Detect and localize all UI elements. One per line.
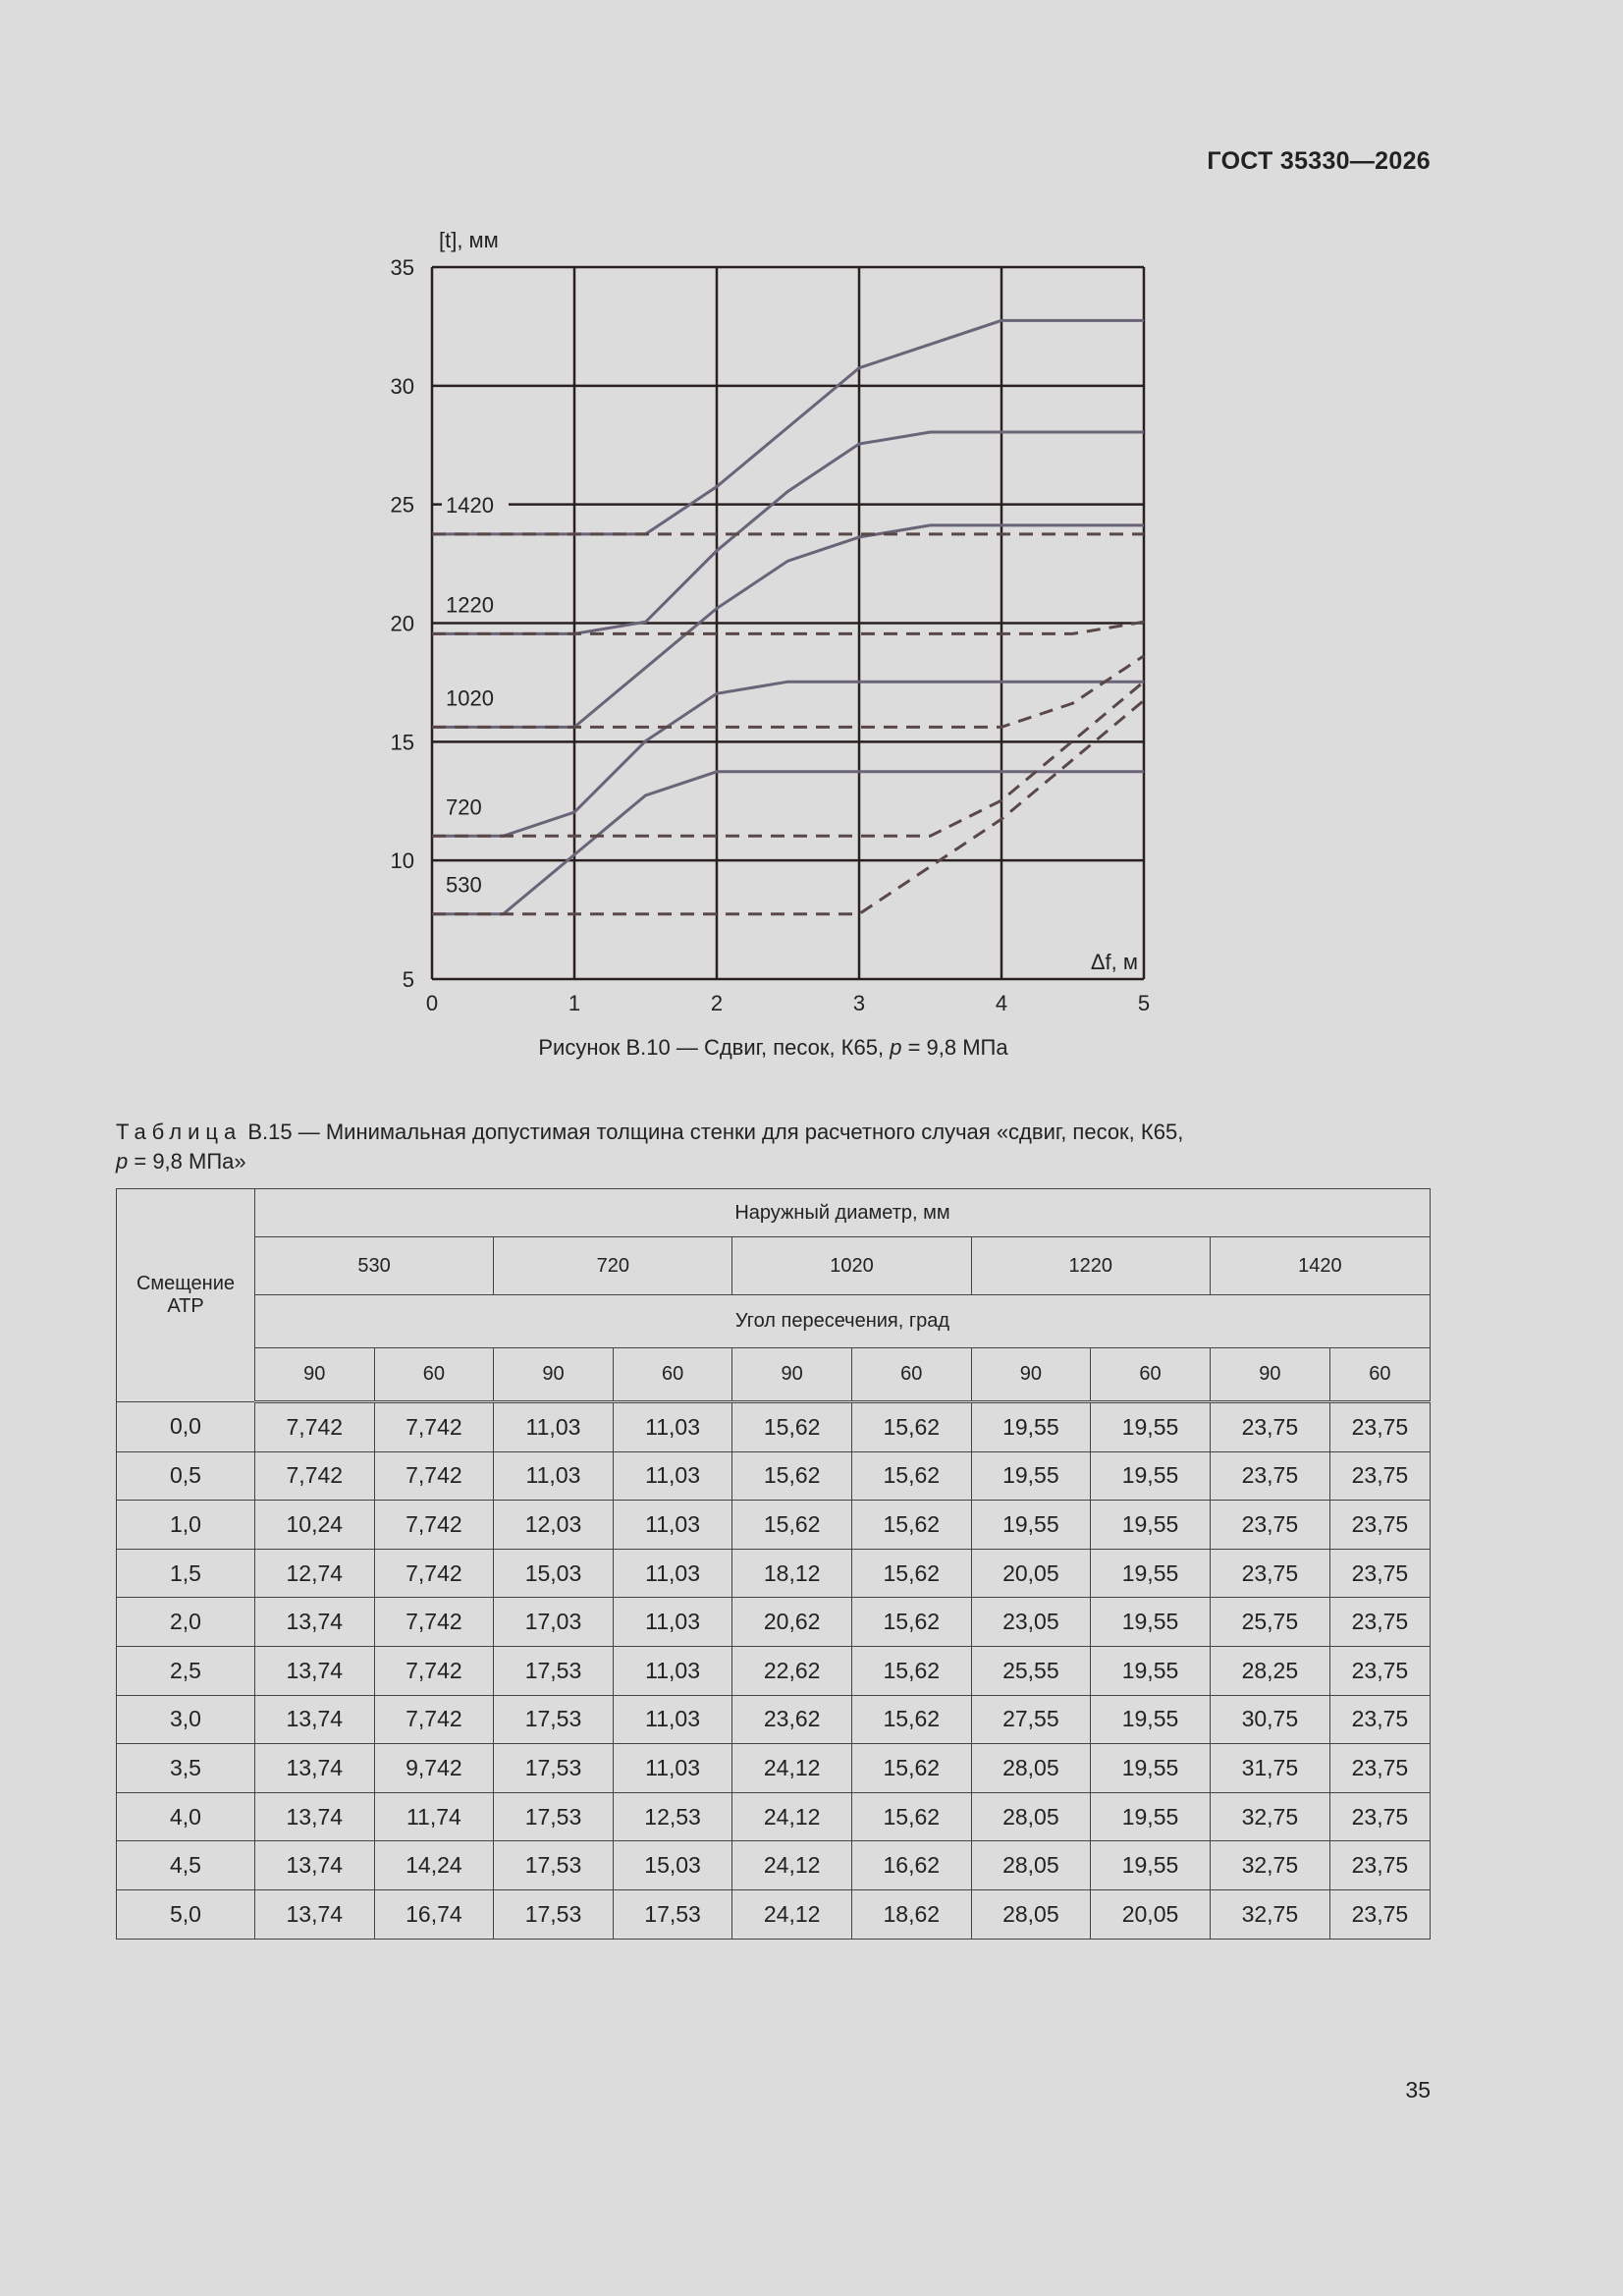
- table-row: [117, 1695, 1431, 1744]
- thickness-cell: 17,53: [494, 1695, 614, 1744]
- thickness-cell: 15,62: [851, 1744, 971, 1793]
- thickness-cell: 23,05: [971, 1598, 1091, 1647]
- angle-header-cell: 90: [732, 1348, 852, 1402]
- offset-cell: 3,5: [117, 1744, 255, 1793]
- series-line-1420-90: [432, 320, 1144, 534]
- thickness-cell: 19,55: [1091, 1695, 1211, 1744]
- offset-cell: 2,0: [117, 1598, 255, 1647]
- thickness-cell: 22,62: [732, 1646, 852, 1695]
- thickness-cell: 19,55: [971, 1451, 1091, 1501]
- x-tick-label: 4: [995, 991, 1008, 1015]
- series-label-530: 530: [446, 872, 482, 898]
- thickness-cell: 28,25: [1210, 1646, 1329, 1695]
- thickness-cell: 20,62: [732, 1598, 852, 1647]
- thickness-cell: 32,75: [1210, 1792, 1329, 1841]
- series-label-1020: 1020: [446, 685, 494, 711]
- thickness-cell: 7,742: [374, 1402, 494, 1452]
- offset-cell: 0,5: [117, 1451, 255, 1501]
- thickness-cell: 30,75: [1210, 1695, 1329, 1744]
- thickness-cell: 24,12: [732, 1744, 852, 1793]
- thickness-chart: [363, 216, 1178, 1021]
- thickness-cell: 24,12: [732, 1841, 852, 1890]
- thickness-cell: 7,742: [374, 1451, 494, 1501]
- thickness-cell: 32,75: [1210, 1841, 1329, 1890]
- thickness-cell: 19,55: [1091, 1549, 1211, 1598]
- series-line-720-90: [432, 682, 1144, 836]
- thickness-cell: 7,742: [255, 1402, 375, 1452]
- table-row: [117, 1646, 1431, 1695]
- y-tick-label: 10: [390, 848, 414, 874]
- thickness-cell: 31,75: [1210, 1744, 1329, 1793]
- thickness-cell: 23,75: [1329, 1744, 1430, 1793]
- thickness-cell: 7,742: [374, 1501, 494, 1550]
- thickness-cell: 23,75: [1329, 1549, 1430, 1598]
- thickness-cell: 13,74: [255, 1598, 375, 1647]
- diameter-header-cell: 1220: [971, 1237, 1210, 1295]
- thickness-cell: 7,742: [255, 1451, 375, 1501]
- offset-cell: 5,0: [117, 1889, 255, 1939]
- thickness-cell: 12,74: [255, 1549, 375, 1598]
- table-title: [116, 1118, 1430, 1176]
- thickness-cell: 15,62: [851, 1646, 971, 1695]
- thickness-cell: 7,742: [374, 1695, 494, 1744]
- thickness-cell: 23,75: [1329, 1646, 1430, 1695]
- angle-header-cell: 60: [1091, 1348, 1211, 1402]
- y-tick-label: 20: [390, 611, 414, 636]
- thickness-cell: 28,05: [971, 1841, 1091, 1890]
- thickness-cell: 25,75: [1210, 1598, 1329, 1647]
- thickness-cell: 11,03: [613, 1646, 732, 1695]
- series-label-720: 720: [446, 794, 482, 820]
- thickness-cell: 10,24: [255, 1501, 375, 1550]
- thickness-cell: 15,62: [851, 1549, 971, 1598]
- thickness-table: [116, 1188, 1431, 1940]
- offset-cell: 1,5: [117, 1549, 255, 1598]
- table-row: [117, 1792, 1431, 1841]
- thickness-cell: 20,05: [971, 1549, 1091, 1598]
- thickness-cell: 15,62: [732, 1451, 852, 1501]
- thickness-cell: 17,53: [494, 1646, 614, 1695]
- offset-cell: 0,0: [117, 1402, 255, 1452]
- thickness-cell: 23,62: [732, 1695, 852, 1744]
- offset-cell: 1,0: [117, 1501, 255, 1550]
- thickness-cell: 15,62: [851, 1501, 971, 1550]
- thickness-cell: 24,12: [732, 1889, 852, 1939]
- thickness-cell: 15,62: [851, 1695, 971, 1744]
- thickness-cell: 11,03: [494, 1402, 614, 1452]
- thickness-cell: 23,75: [1329, 1841, 1430, 1890]
- thickness-cell: 17,53: [613, 1889, 732, 1939]
- thickness-cell: 32,75: [1210, 1889, 1329, 1939]
- table-title-suffix: = 9,8 МПа»: [128, 1149, 246, 1174]
- diameter-header-cell: 720: [494, 1237, 732, 1295]
- thickness-cell: 19,55: [1091, 1501, 1211, 1550]
- thickness-cell: 13,74: [255, 1646, 375, 1695]
- angle-header-cell: 60: [1329, 1348, 1430, 1402]
- series-label-1420: 1420: [446, 492, 494, 518]
- thickness-cell: 28,05: [971, 1744, 1091, 1793]
- thickness-cell: 16,62: [851, 1841, 971, 1890]
- thickness-cell: 19,55: [1091, 1402, 1211, 1452]
- y-tick-label: 30: [390, 373, 414, 399]
- thickness-cell: 19,55: [971, 1402, 1091, 1452]
- thickness-cell: 18,62: [851, 1889, 971, 1939]
- caption-suffix: = 9,8 МПа: [901, 1035, 1008, 1060]
- angle-header-cell: 90: [494, 1348, 614, 1402]
- caption-prefix: Рисунок В.10 — Сдвиг, песок, К65,: [538, 1035, 891, 1060]
- thickness-cell: 11,03: [613, 1744, 732, 1793]
- thickness-cell: 19,55: [1091, 1598, 1211, 1647]
- thickness-cell: 15,03: [613, 1841, 732, 1890]
- thickness-cell: 15,62: [851, 1402, 971, 1452]
- thickness-cell: 7,742: [374, 1598, 494, 1647]
- series-line-720-60: [432, 682, 1144, 836]
- thickness-cell: 11,03: [494, 1451, 614, 1501]
- caption-p: p: [890, 1035, 902, 1060]
- offset-cell: 2,5: [117, 1646, 255, 1695]
- thickness-cell: 11,03: [613, 1598, 732, 1647]
- thickness-cell: 17,53: [494, 1889, 614, 1939]
- thickness-cell: 20,05: [1091, 1889, 1211, 1939]
- thickness-cell: 23,75: [1329, 1598, 1430, 1647]
- thickness-cell: 24,12: [732, 1792, 852, 1841]
- thickness-cell: 17,03: [494, 1598, 614, 1647]
- x-axis-label: Δf, м: [1090, 950, 1138, 974]
- diameter-header-cell: 530: [255, 1237, 494, 1295]
- thickness-cell: 23,75: [1210, 1501, 1329, 1550]
- thickness-cell: 23,75: [1329, 1501, 1430, 1550]
- thickness-cell: 28,05: [971, 1792, 1091, 1841]
- thickness-cell: 13,74: [255, 1744, 375, 1793]
- thickness-cell: 19,55: [1091, 1841, 1211, 1890]
- table-row: [117, 1841, 1431, 1890]
- x-tick-label: 0: [425, 991, 439, 1015]
- x-tick-label: 1: [568, 991, 581, 1015]
- thickness-cell: 17,53: [494, 1841, 614, 1890]
- angle-header-cell: 90: [1210, 1348, 1329, 1402]
- thickness-cell: 17,53: [494, 1744, 614, 1793]
- thickness-cell: 7,742: [374, 1646, 494, 1695]
- thickness-cell: 27,55: [971, 1695, 1091, 1744]
- table-row: [117, 1549, 1431, 1598]
- thickness-cell: 13,74: [255, 1792, 375, 1841]
- thickness-cell: 11,03: [613, 1402, 732, 1452]
- thickness-cell: 19,55: [1091, 1646, 1211, 1695]
- thickness-cell: 15,62: [732, 1402, 852, 1452]
- thickness-cell: 16,74: [374, 1889, 494, 1939]
- thickness-cell: 23,75: [1329, 1451, 1430, 1501]
- table-title-label: Таблица: [116, 1120, 243, 1144]
- thickness-cell: 15,62: [851, 1451, 971, 1501]
- thickness-cell: 11,74: [374, 1792, 494, 1841]
- y-tick-label: 35: [390, 255, 414, 280]
- figure-caption: [0, 1035, 1546, 1061]
- thickness-cell: 19,55: [1091, 1792, 1211, 1841]
- thickness-cell: 28,05: [971, 1889, 1091, 1939]
- thickness-cell: 23,75: [1210, 1451, 1329, 1501]
- angle-header-cell: 60: [851, 1348, 971, 1402]
- thickness-cell: 15,62: [732, 1501, 852, 1550]
- thickness-cell: 17,53: [494, 1792, 614, 1841]
- y-tick-label: 15: [390, 730, 414, 755]
- x-tick-label: 2: [710, 991, 724, 1015]
- thickness-cell: 11,03: [613, 1549, 732, 1598]
- series-line-530-60: [432, 700, 1144, 913]
- thickness-cell: 15,03: [494, 1549, 614, 1598]
- offset-cell: 3,0: [117, 1695, 255, 1744]
- thickness-cell: 25,55: [971, 1646, 1091, 1695]
- thickness-cell: 12,03: [494, 1501, 614, 1550]
- y-tick-label: 5: [402, 967, 414, 992]
- page-number: 35: [1405, 2077, 1431, 2103]
- table-row: [117, 1402, 1431, 1452]
- thickness-cell: 13,74: [255, 1889, 375, 1939]
- thickness-cell: 23,75: [1329, 1695, 1430, 1744]
- angle-header-cell: 60: [613, 1348, 732, 1402]
- thickness-cell: 14,24: [374, 1841, 494, 1890]
- thickness-cell: 23,75: [1210, 1402, 1329, 1452]
- table-title-p: p: [116, 1149, 129, 1174]
- thickness-cell: 15,62: [851, 1792, 971, 1841]
- offset-cell: 4,5: [117, 1841, 255, 1890]
- thickness-cell: 13,74: [255, 1841, 375, 1890]
- table-row: [117, 1744, 1431, 1793]
- thickness-cell: 23,75: [1329, 1792, 1430, 1841]
- col-header-diameter: Наружный диаметр, мм: [255, 1189, 1431, 1237]
- thickness-cell: 13,74: [255, 1695, 375, 1744]
- angle-header-cell: 90: [255, 1348, 375, 1402]
- y-tick-label: 25: [390, 492, 414, 518]
- angle-header-cell: 60: [374, 1348, 494, 1402]
- diameter-header-cell: 1420: [1210, 1237, 1430, 1295]
- thickness-cell: 23,75: [1329, 1402, 1430, 1452]
- thickness-cell: 11,03: [613, 1695, 732, 1744]
- table-row: [117, 1598, 1431, 1647]
- x-tick-label: 3: [852, 991, 866, 1015]
- angle-header-cell: 90: [971, 1348, 1091, 1402]
- x-tick-label: 5: [1137, 991, 1151, 1015]
- table-row: [117, 1501, 1431, 1550]
- thickness-cell: 9,742: [374, 1744, 494, 1793]
- thickness-cell: 11,03: [613, 1451, 732, 1501]
- thickness-cell: 19,55: [971, 1501, 1091, 1550]
- series-line-1020-90: [432, 525, 1144, 727]
- thickness-cell: 19,55: [1091, 1744, 1211, 1793]
- col-header-offset: Смещение АТР: [117, 1189, 255, 1402]
- thickness-cell: 12,53: [613, 1792, 732, 1841]
- col-header-angle: Угол пересечения, град: [255, 1295, 1431, 1348]
- thickness-cell: 11,03: [613, 1501, 732, 1550]
- y-axis-label: [t], мм: [439, 228, 499, 252]
- table-title-text: В.15 — Минимальная допустимая толщина стенки для расчетного случая «сдвиг, песок, К65,: [242, 1120, 1184, 1144]
- table-row: [117, 1451, 1431, 1501]
- series-label-1220: 1220: [446, 592, 494, 618]
- thickness-cell: 19,55: [1091, 1451, 1211, 1501]
- series-line-530-90: [432, 772, 1144, 914]
- thickness-cell: 15,62: [851, 1598, 971, 1647]
- thickness-cell: 23,75: [1210, 1549, 1329, 1598]
- thickness-cell: 18,12: [732, 1549, 852, 1598]
- series-line-1020-60: [432, 656, 1144, 728]
- offset-cell: 4,0: [117, 1792, 255, 1841]
- diameter-header-cell: 1020: [732, 1237, 971, 1295]
- thickness-cell: 23,75: [1329, 1889, 1430, 1939]
- table-row: [117, 1889, 1431, 1939]
- document-header: ГОСТ 35330—2026: [1207, 147, 1431, 175]
- thickness-cell: 7,742: [374, 1549, 494, 1598]
